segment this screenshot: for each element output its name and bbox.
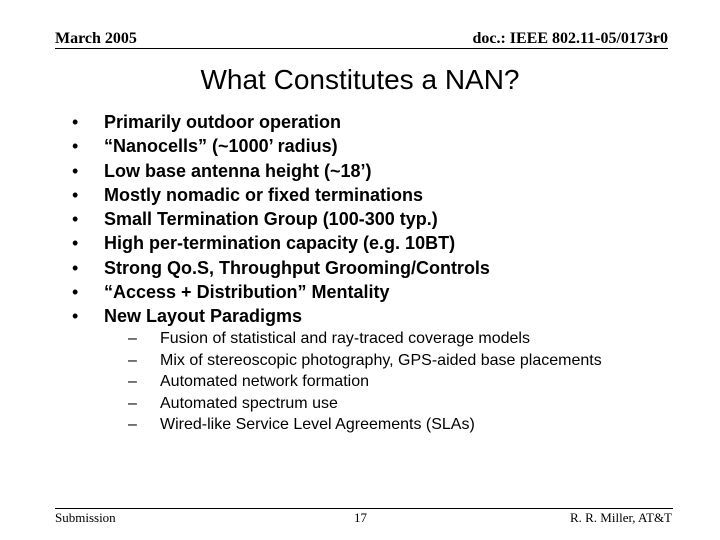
bullet-marker: •: [72, 136, 79, 157]
bullet-item: [72, 306, 490, 330]
sub-bullet-item: [128, 330, 602, 352]
sub-bullet-text: Automated spectrum use: [160, 394, 338, 412]
sub-bullet-text: Mix of stereoscopic photography, GPS-aided base placements: [160, 351, 602, 369]
bullet-marker: •: [72, 233, 79, 254]
bullet-item: [72, 233, 490, 257]
sub-bullet-marker: –: [128, 351, 137, 369]
bullet-text: “Nanocells” (~1000’ radius): [104, 136, 338, 157]
sub-bullet-text: Fusion of statistical and ray-traced coverage models: [160, 330, 530, 347]
bullet-marker: •: [72, 306, 79, 327]
header-date: March 2005: [55, 30, 137, 47]
bullet-item: [72, 282, 490, 306]
bullet-text: Low base antenna height (~18’): [104, 160, 372, 181]
sub-bullet-text: Automated network formation: [160, 373, 369, 391]
bullet-marker: •: [72, 282, 79, 303]
bullet-text: “Access + Distribution” Mentality: [104, 282, 390, 303]
header-doc-id: doc.: IEEE 802.11-05/0173r0: [472, 30, 668, 47]
sub-bullet-marker: –: [128, 394, 137, 412]
sub-bullet-item: [128, 416, 602, 438]
sub-bullet-item: [128, 373, 602, 395]
bullet-list: [72, 112, 490, 331]
sub-bullet-marker: –: [128, 373, 137, 391]
footer-divider: [55, 508, 673, 509]
bullet-marker: •: [72, 257, 79, 278]
bullet-item: [72, 185, 490, 209]
bullet-marker: •: [72, 160, 79, 181]
bullet-marker: •: [72, 184, 79, 205]
bullet-text: Mostly nomadic or fixed terminations: [104, 184, 424, 205]
bullet-text: Strong Qo.S, Throughput Grooming/Controls: [104, 257, 490, 278]
footer-page-number: 17: [354, 510, 367, 525]
sub-bullet-item: [128, 352, 602, 374]
footer-author: R. R. Miller, AT&T: [569, 510, 672, 525]
bullet-item: [72, 136, 490, 160]
header-divider: [55, 48, 668, 49]
bullet-text: High per-termination capacity (e.g. 10BT): [104, 233, 456, 254]
footer-submission: Submission: [55, 510, 116, 525]
bullet-item: [72, 161, 490, 185]
sub-bullet-item: [128, 395, 602, 417]
bullet-text: Small Termination Group (100-300 typ.): [104, 209, 438, 230]
bullet-marker: •: [72, 112, 79, 132]
bullet-marker: •: [72, 209, 79, 230]
bullet-item: [72, 112, 490, 136]
sub-bullet-marker: –: [128, 416, 137, 434]
sub-bullet-list: [128, 330, 602, 438]
bullet-text: Primarily outdoor operation: [104, 112, 342, 132]
bullet-item: [72, 209, 490, 233]
bullet-item: [72, 258, 490, 282]
sub-bullet-text: Wired-like Service Level Agreements (SLAs): [160, 416, 475, 434]
bullet-text: New Layout Paradigms: [104, 306, 303, 327]
sub-bullet-marker: –: [128, 330, 137, 347]
slide-title: What Constitutes a NAN?: [200, 64, 520, 95]
